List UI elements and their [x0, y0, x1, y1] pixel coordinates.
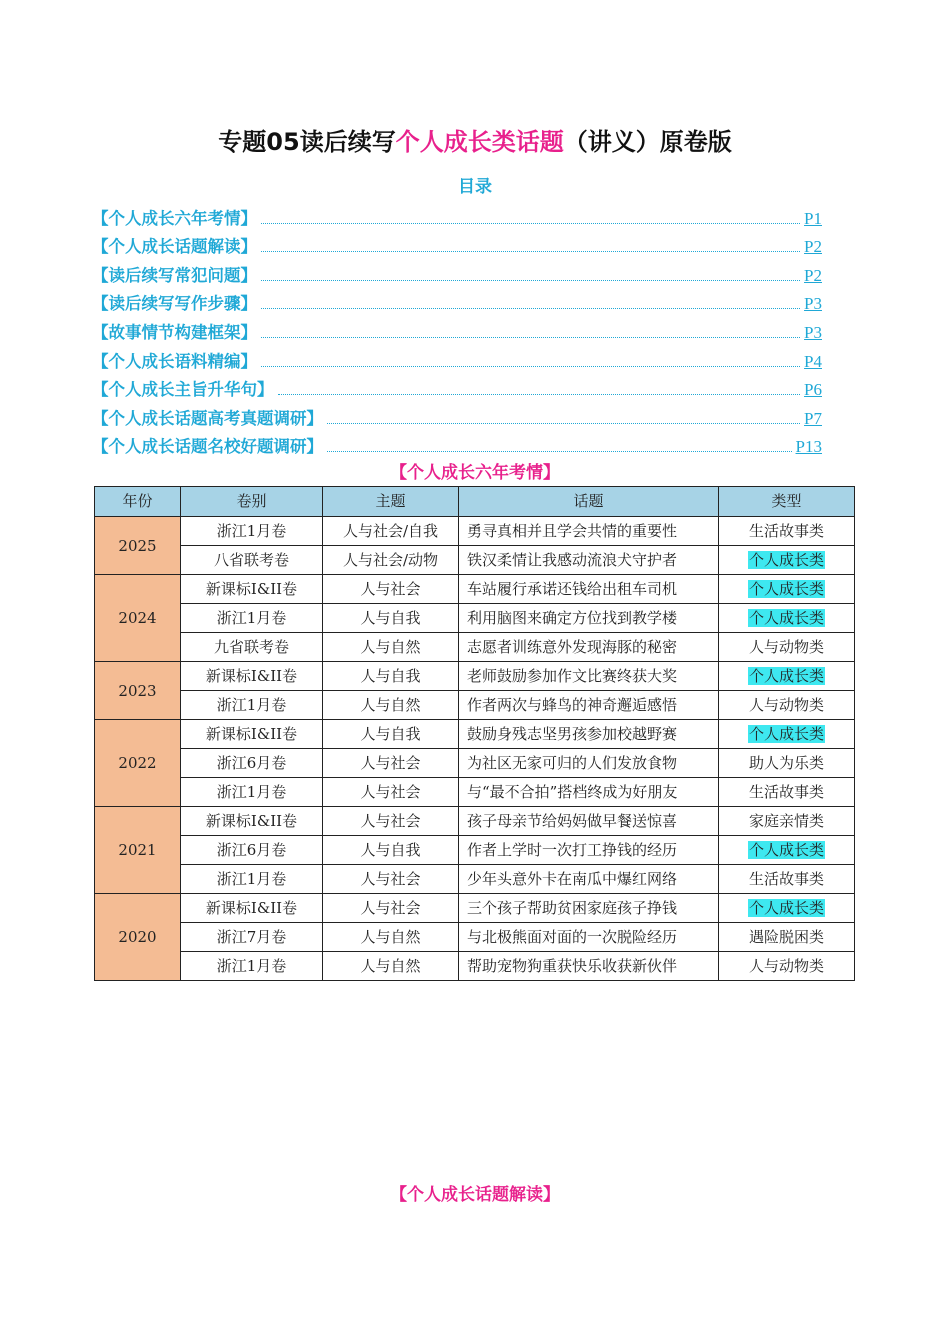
paper-cell: 新课标I&II卷 — [181, 662, 323, 691]
toc-item-page[interactable]: P13 — [795, 437, 822, 457]
type-label: 个人成长类 — [748, 667, 824, 685]
table-row — [95, 604, 855, 633]
type-cell — [719, 749, 855, 778]
type-cell — [719, 604, 855, 633]
theme-cell: 人与社会 — [323, 575, 459, 604]
toc-item[interactable] — [92, 286, 822, 315]
table-row — [95, 517, 855, 546]
toc-item-label[interactable]: 【个人成长话题解读】 — [92, 237, 257, 257]
type-cell — [719, 517, 855, 546]
paper-cell: 浙江7月卷 — [181, 923, 323, 952]
type-label: 生活故事类 — [748, 783, 824, 801]
paper-cell: 新课标I&II卷 — [181, 720, 323, 749]
toc-item[interactable] — [92, 229, 822, 258]
paper-cell: 八省联考卷 — [181, 546, 323, 575]
paper-cell: 浙江1月卷 — [181, 517, 323, 546]
type-cell — [719, 662, 855, 691]
type-cell — [719, 546, 855, 575]
paper-cell: 浙江1月卷 — [181, 691, 323, 720]
year-cell: 2023 — [95, 662, 181, 720]
type-label: 个人成长类 — [748, 725, 824, 743]
toc-item-label[interactable]: 【读后续写常犯问题】 — [92, 265, 257, 285]
type-label: 个人成长类 — [748, 580, 824, 598]
table-row — [95, 778, 855, 807]
topic-cell: 帮助宠物狗重获快乐收获新伙伴 — [459, 952, 719, 981]
topic-cell: 少年头意外卡在南瓜中爆红网络 — [459, 865, 719, 894]
table-row — [95, 836, 855, 865]
title-suffix: （讲义）原卷版 — [563, 128, 732, 156]
type-cell — [719, 894, 855, 923]
topic-cell: 利用脑图来确定方位找到教学楼 — [459, 604, 719, 633]
toc-item-page[interactable]: P2 — [804, 237, 822, 257]
year-cell: 2021 — [95, 807, 181, 894]
type-cell — [719, 691, 855, 720]
type-cell — [719, 836, 855, 865]
table-row — [95, 952, 855, 981]
paper-cell: 九省联考卷 — [181, 633, 323, 662]
table-row — [95, 894, 855, 923]
paper-cell: 浙江1月卷 — [181, 604, 323, 633]
theme-cell: 人与社会 — [323, 778, 459, 807]
title-prefix: 专题05读后续写 — [218, 128, 396, 156]
type-cell — [719, 720, 855, 749]
toc-leader-dots — [261, 222, 800, 224]
toc-item-page[interactable]: P2 — [804, 265, 822, 285]
toc-leader-dots — [261, 307, 800, 309]
header-year: 年份 — [95, 487, 181, 517]
theme-cell: 人与社会/自我 — [323, 517, 459, 546]
type-label: 个人成长类 — [748, 609, 824, 627]
theme-cell: 人与社会 — [323, 865, 459, 894]
year-cell: 2020 — [95, 894, 181, 981]
toc-item-page[interactable]: P6 — [804, 380, 822, 400]
toc-item-label[interactable]: 【个人成长话题高考真题调研】 — [92, 408, 323, 428]
type-label: 助人为乐类 — [748, 754, 824, 772]
paper-cell: 新课标I&II卷 — [181, 894, 323, 923]
table-row — [95, 749, 855, 778]
type-label: 生活故事类 — [748, 522, 824, 540]
theme-cell: 人与社会 — [323, 807, 459, 836]
theme-cell: 人与自然 — [323, 923, 459, 952]
toc-item-label[interactable]: 【个人成长六年考情】 — [92, 208, 257, 228]
type-label: 个人成长类 — [748, 841, 824, 859]
table-row — [95, 633, 855, 662]
paper-cell: 浙江6月卷 — [181, 836, 323, 865]
theme-cell: 人与自我 — [323, 836, 459, 865]
title-highlight: 个人成长类话题 — [395, 128, 564, 156]
theme-cell: 人与自我 — [323, 720, 459, 749]
type-label: 人与动物类 — [748, 957, 824, 975]
paper-cell: 浙江1月卷 — [181, 778, 323, 807]
paper-cell: 浙江1月卷 — [181, 952, 323, 981]
year-cell: 2025 — [95, 517, 181, 575]
toc-item-page[interactable]: P7 — [804, 408, 822, 428]
type-cell — [719, 865, 855, 894]
theme-cell: 人与自然 — [323, 691, 459, 720]
topic-cell: 作者上学时一次打工挣钱的经历 — [459, 836, 719, 865]
topic-cell: 勇寻真相并且学会共情的重要性 — [459, 517, 719, 546]
type-label: 遇险脱困类 — [748, 928, 824, 946]
toc-item-page[interactable]: P1 — [804, 208, 822, 228]
table-row — [95, 865, 855, 894]
topic-cell: 作者两次与蜂鸟的神奇邂逅感悟 — [459, 691, 719, 720]
toc-item-label[interactable]: 【个人成长语料精编】 — [92, 351, 257, 371]
toc-item-label[interactable]: 【故事情节构建框架】 — [92, 322, 257, 342]
header-type: 类型 — [719, 487, 855, 517]
type-label: 个人成长类 — [748, 551, 824, 569]
toc-item-page[interactable]: P3 — [804, 322, 822, 342]
type-label: 人与动物类 — [748, 638, 824, 656]
exam-trends-table — [94, 486, 855, 981]
paper-cell: 浙江6月卷 — [181, 749, 323, 778]
paper-cell: 浙江1月卷 — [181, 865, 323, 894]
paper-cell: 新课标I&II卷 — [181, 575, 323, 604]
theme-cell: 人与自然 — [323, 952, 459, 981]
header-theme: 主题 — [323, 487, 459, 517]
table-row — [95, 575, 855, 604]
table-row — [95, 720, 855, 749]
type-cell — [719, 633, 855, 662]
table-row — [95, 662, 855, 691]
topic-cell: 鼓励身残志坚男孩参加校越野赛 — [459, 720, 719, 749]
type-label: 个人成长类 — [748, 899, 824, 917]
type-cell — [719, 952, 855, 981]
topic-cell: 志愿者训练意外发现海豚的秘密 — [459, 633, 719, 662]
toc-item[interactable] — [92, 200, 822, 229]
type-label: 生活故事类 — [748, 870, 824, 888]
topic-cell: 三个孩子帮助贫困家庭孩子挣钱 — [459, 894, 719, 923]
table-row — [95, 807, 855, 836]
toc-item-label[interactable]: 【个人成长话题名校好题调研】 — [92, 437, 323, 457]
toc-leader-dots — [261, 365, 800, 367]
toc-leader-dots — [327, 450, 792, 452]
toc-leader-dots — [327, 422, 800, 424]
table-row — [95, 546, 855, 575]
topic-cell: 车站履行承诺还钱给出租车司机 — [459, 575, 719, 604]
table-row — [95, 691, 855, 720]
type-cell — [719, 923, 855, 952]
toc-leader-dots — [261, 250, 800, 252]
theme-cell: 人与自然 — [323, 633, 459, 662]
toc-item[interactable] — [92, 257, 822, 286]
toc-leader-dots — [261, 279, 800, 281]
toc-item-label[interactable]: 【读后续写写作步骤】 — [92, 294, 257, 314]
theme-cell: 人与社会 — [323, 749, 459, 778]
topic-cell: 孩子母亲节给妈妈做早餐送惊喜 — [459, 807, 719, 836]
year-cell: 2022 — [95, 720, 181, 807]
toc-item[interactable] — [92, 314, 822, 343]
toc-leader-dots — [261, 336, 800, 338]
topic-cell: 为社区无家可归的人们发放食物 — [459, 749, 719, 778]
topic-cell: 铁汉柔情让我感动流浪犬守护者 — [459, 546, 719, 575]
type-cell — [719, 778, 855, 807]
section-heading-exam-trends: 【个人成长六年考情】 — [390, 463, 560, 483]
toc-leader-dots — [278, 393, 801, 395]
year-cell: 2024 — [95, 575, 181, 662]
toc-item[interactable] — [92, 400, 822, 429]
toc-heading: 目录 — [458, 177, 492, 197]
page-title — [0, 122, 950, 157]
table-row — [95, 923, 855, 952]
toc-item-page[interactable]: P4 — [804, 351, 822, 371]
theme-cell: 人与自我 — [323, 662, 459, 691]
paper-cell: 新课标I&II卷 — [181, 807, 323, 836]
toc-item-page[interactable]: P3 — [804, 294, 822, 314]
header-topic: 话题 — [459, 487, 719, 517]
toc-item-label[interactable]: 【个人成长主旨升华句】 — [92, 380, 274, 400]
theme-cell: 人与自我 — [323, 604, 459, 633]
theme-cell: 人与社会/动物 — [323, 546, 459, 575]
toc-item[interactable] — [92, 343, 822, 372]
table-header-row — [95, 487, 855, 517]
topic-cell: 老师鼓励参加作文比赛终获大奖 — [459, 662, 719, 691]
type-label: 家庭亲情类 — [748, 812, 824, 830]
type-cell — [719, 807, 855, 836]
topic-cell: 与“最不合拍”搭档终成为好朋友 — [459, 778, 719, 807]
type-cell — [719, 575, 855, 604]
table-of-contents — [92, 200, 822, 457]
type-label: 人与动物类 — [748, 696, 824, 714]
theme-cell: 人与社会 — [323, 894, 459, 923]
toc-item[interactable] — [92, 372, 822, 401]
topic-cell: 与北极熊面对面的一次脱险经历 — [459, 923, 719, 952]
header-paper: 卷别 — [181, 487, 323, 517]
toc-item[interactable] — [92, 429, 822, 458]
section-heading-topic-interpretation: 【个人成长话题解读】 — [390, 1185, 560, 1205]
